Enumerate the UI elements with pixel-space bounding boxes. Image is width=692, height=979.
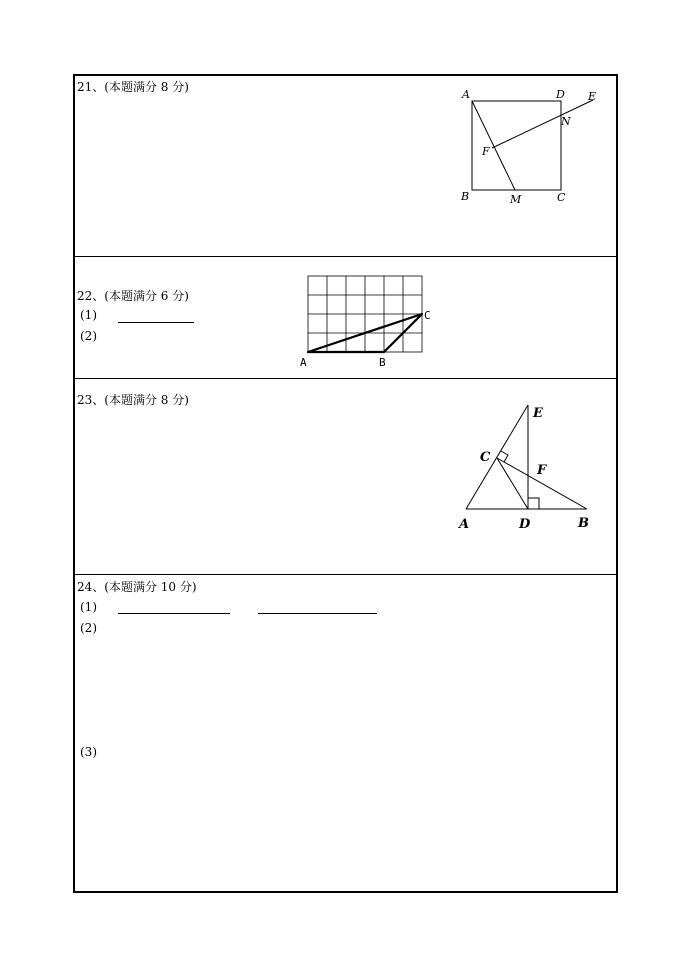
q22-grid-figure: [296, 270, 441, 375]
q23-label-a: A: [459, 517, 470, 532]
q22-part1-label: (1): [80, 308, 97, 322]
q23-triangle-figure: [450, 398, 600, 538]
q22-title: 22、(本题满分 6 分): [77, 289, 189, 303]
q21-label-m: M: [510, 193, 522, 206]
q23-label-b: B: [578, 516, 589, 531]
q21-label-a: A: [462, 88, 470, 101]
q21-label-n: N: [561, 115, 571, 128]
q23-title: 23、(本题满分 8 分): [77, 393, 189, 407]
q24-part2-label: (2): [80, 621, 97, 635]
q24-part1-answer-blank-1[interactable]: [118, 613, 230, 614]
q21-label-f: F: [482, 145, 490, 158]
divider-22-23: [73, 378, 618, 379]
q23-label-c: C: [480, 450, 491, 465]
q21-label-d: D: [556, 88, 565, 101]
q22-part2-label: (2): [80, 329, 97, 343]
q24-part1-answer-blank-2[interactable]: [258, 613, 377, 614]
divider-21-22: [73, 256, 618, 257]
q22-label-a: A: [300, 356, 307, 369]
divider-23-24: [73, 574, 618, 575]
q21-square-figure: [455, 86, 605, 211]
q24-part1-label: (1): [80, 600, 97, 614]
q21-label-c: C: [557, 191, 566, 204]
q22-label-c: C: [424, 309, 431, 322]
q23-label-e: E: [533, 406, 543, 421]
q23-label-f: F: [537, 463, 547, 478]
q22-label-b: B: [379, 356, 386, 369]
q21-label-e: E: [588, 90, 597, 103]
q24-title: 24、(本题满分 10 分): [77, 580, 197, 594]
q22-part1-answer-blank[interactable]: [118, 322, 194, 323]
q23-label-d: D: [519, 517, 531, 532]
q21-label-b: B: [461, 190, 470, 203]
q21-title: 21、(本题满分 8 分): [77, 80, 189, 94]
q24-part3-label: (3): [80, 745, 97, 759]
